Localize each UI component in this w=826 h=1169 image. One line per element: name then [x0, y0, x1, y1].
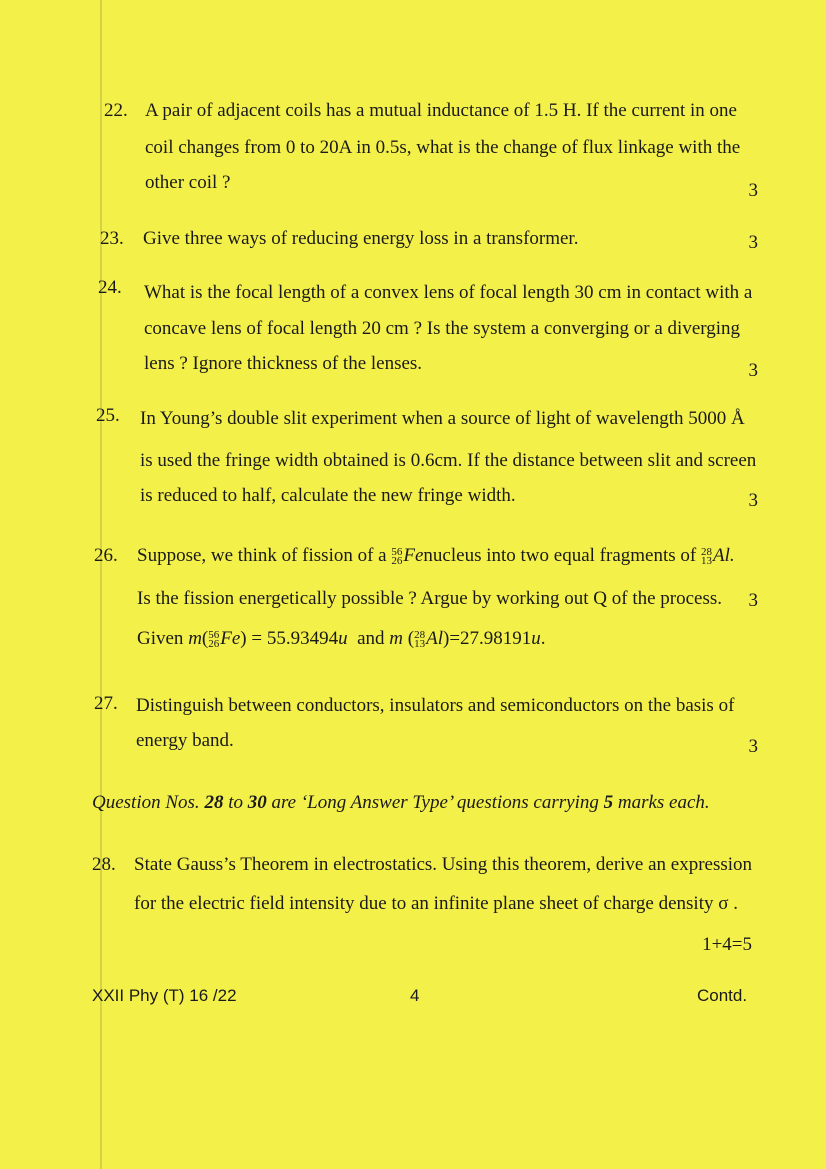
al-symbol: Al.: [712, 545, 735, 566]
period: .: [540, 628, 546, 649]
question-text: In Young’s double slit experiment when a source of light of wavelength 5000 Å: [140, 408, 745, 429]
note-text: to: [228, 792, 243, 813]
al-atomic-number: 13: [700, 554, 712, 567]
question-number: 26.: [94, 545, 118, 566]
question-text: for the electric field intensity due to an infinite plane sheet of charge density σ .: [134, 893, 738, 914]
note-text: are ‘Long Answer Type’ questions carrying: [271, 792, 599, 813]
question-text: [137, 545, 735, 567]
al-isotope-notation: [700, 545, 712, 567]
question-text: lens ? Ignore thickness of the lenses.: [144, 353, 423, 374]
question-text: Distinguish between conductors, insulators and semiconductors on the basis of: [136, 695, 735, 716]
page-number: 4: [410, 986, 420, 1005]
unit-symbol: u: [531, 628, 541, 649]
continued-label: Contd.: [697, 986, 748, 1005]
given-prefix: Given: [137, 628, 184, 649]
question-number: 27.: [94, 693, 118, 714]
unit-symbol: u: [338, 628, 348, 649]
mass-symbol: m: [188, 628, 202, 649]
question-text: What is the focal length of a convex lens of focal length 30 cm in contact with a: [144, 282, 753, 303]
fe-atomic-number: 26: [208, 637, 220, 650]
question-number: 23.: [100, 228, 124, 249]
given-values: Given m( 56 26 Fe) = 55.93494u and m ( 28 13 Al)=27.98191u.: [137, 628, 546, 650]
al-mass-value: =27.98191: [449, 628, 532, 649]
al-isotope-notation: [414, 628, 426, 650]
question-text: State Gauss’s Theorem in electrostatics. Using this theorem, derive an expression: [134, 854, 753, 875]
question-text: A pair of adjacent coils has a mutual inductance of 1.5 H. If the current in one: [145, 100, 737, 121]
question-marks: 3: [748, 360, 758, 381]
question-text: is reduced to half, calculate the new fringe width.: [140, 485, 516, 506]
al-atomic-number: 13: [414, 637, 426, 650]
question-text: is used the fringe width obtained is 0.6cm. If the distance between slit and screen: [140, 450, 757, 471]
question-text: concave lens of focal length 20 cm ? Is the system a converging or a diverging: [144, 318, 741, 339]
question-number: 28.: [92, 854, 116, 875]
fe-isotope-notation: [208, 628, 220, 650]
question-text: Is the fission energetically possible ? Argue by working out Q of the process.: [137, 588, 723, 609]
note-number: 30: [247, 792, 267, 813]
al-mass-number: 28: [700, 545, 712, 558]
note-number: 5: [603, 792, 614, 813]
question-text: other coil ?: [145, 172, 231, 193]
al-mass-number: 28: [414, 628, 426, 641]
fe-mass-value: = 55.93494: [251, 628, 339, 649]
fe-mass-number: 56: [391, 545, 403, 558]
paper-code: XXII Phy (T) 16 /22: [92, 986, 237, 1005]
fe-mass-number: 56: [208, 628, 220, 641]
question-text: energy band.: [136, 730, 234, 751]
question-marks: 3: [748, 590, 758, 611]
fe-atomic-number: 26: [391, 554, 403, 567]
fe-symbol: Fe: [403, 545, 424, 566]
note-text: Question Nos.: [92, 792, 200, 813]
question-text: coil changes from 0 to 20A in 0.5s, what is the change of flux linkage with the: [145, 137, 741, 158]
question-number: 24.: [98, 277, 122, 298]
question-text-part: Suppose, we think of fission of a: [137, 545, 387, 566]
question-number: 22.: [104, 100, 128, 121]
question-text: Give three ways of reducing energy loss in a transformer.: [143, 228, 579, 249]
fe-isotope-notation: [391, 545, 403, 567]
section-note: [92, 792, 710, 814]
question-text-part: nucleus into two equal fragments of: [423, 545, 697, 566]
question-marks: 3: [748, 180, 758, 201]
question-number: 25.: [96, 405, 120, 426]
note-text: marks each.: [617, 792, 710, 813]
given-and: and: [357, 628, 385, 649]
question-marks: 3: [748, 736, 758, 757]
al-symbol: Al: [426, 628, 443, 649]
question-marks: 3: [748, 232, 758, 253]
question-marks: 3: [748, 490, 758, 511]
question-marks: 1+4=5: [702, 934, 752, 955]
fe-symbol: Fe: [220, 628, 241, 649]
mass-symbol: m: [389, 628, 404, 649]
note-number: 28: [204, 792, 224, 813]
